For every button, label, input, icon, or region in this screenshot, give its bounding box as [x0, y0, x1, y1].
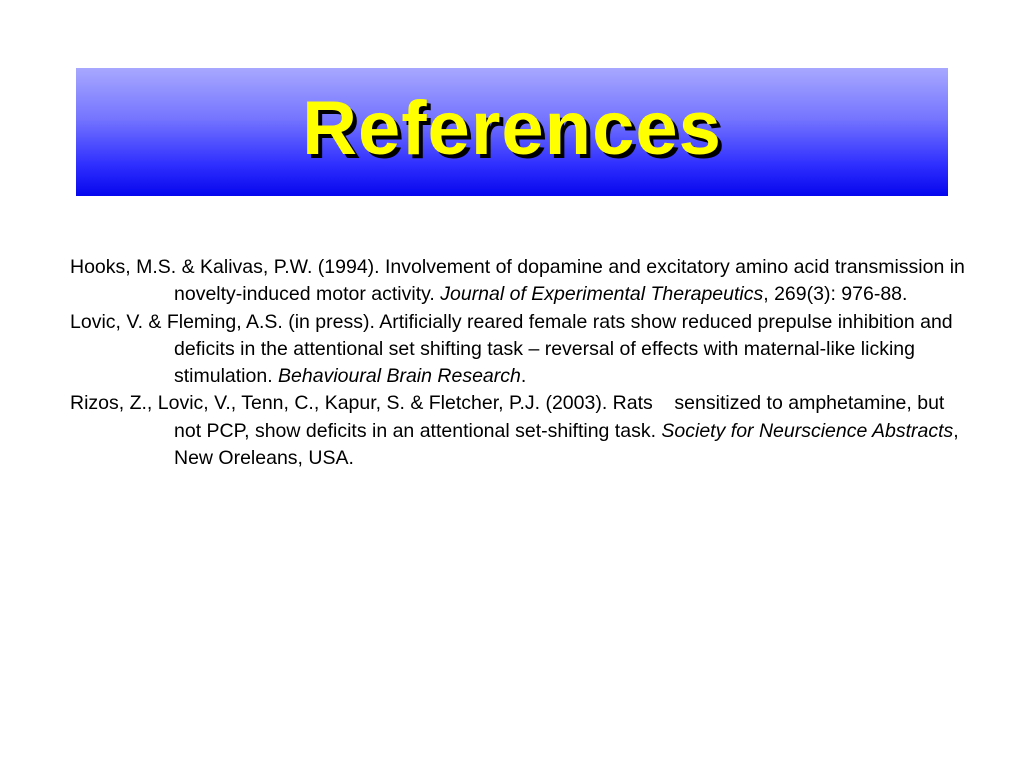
reference-title: Artificially reared female rats show reduced prepulse inhibition and deficits in the attentional set shifting task – reversal of effects with maternal-like licking stimulation.: [174, 310, 953, 388]
reference-authors: Lovic, V. & Fleming, A.S. (in press).: [70, 310, 380, 333]
reference-title: Involvement of dopamine and excitatory amino acid transmission in novelty-induced motor activity.: [174, 256, 965, 306]
reference-authors: Rizos, Z., Lovic, V., Tenn, C., Kapur, S. & Fletcher, P.J. (2003).: [70, 392, 613, 415]
reference-details: .: [520, 365, 527, 388]
reference-details: , 269(3): 976-88.: [763, 283, 908, 306]
slide-title: References: [302, 85, 722, 171]
reference-authors: Hooks, M.S. & Kalivas, P.W. (1994).: [70, 256, 386, 278]
reference-item: [70, 309, 970, 391]
reference-item: [70, 390, 970, 472]
reference-source: Behavioural Brain Research: [278, 365, 521, 388]
reference-list: [70, 254, 970, 472]
reference-details: , New Oreleans, USA.: [174, 419, 959, 470]
reference-title: Rats sensitized to amphetamine, but not PCP, show deficits in an attentional set-shifting task.: [174, 392, 945, 442]
reference-item: [70, 254, 970, 309]
reference-source: Society for Neurscience Abstracts: [661, 419, 954, 442]
title-banner: [76, 68, 948, 196]
reference-source: Journal of Experimental Therapeutics: [440, 283, 764, 306]
